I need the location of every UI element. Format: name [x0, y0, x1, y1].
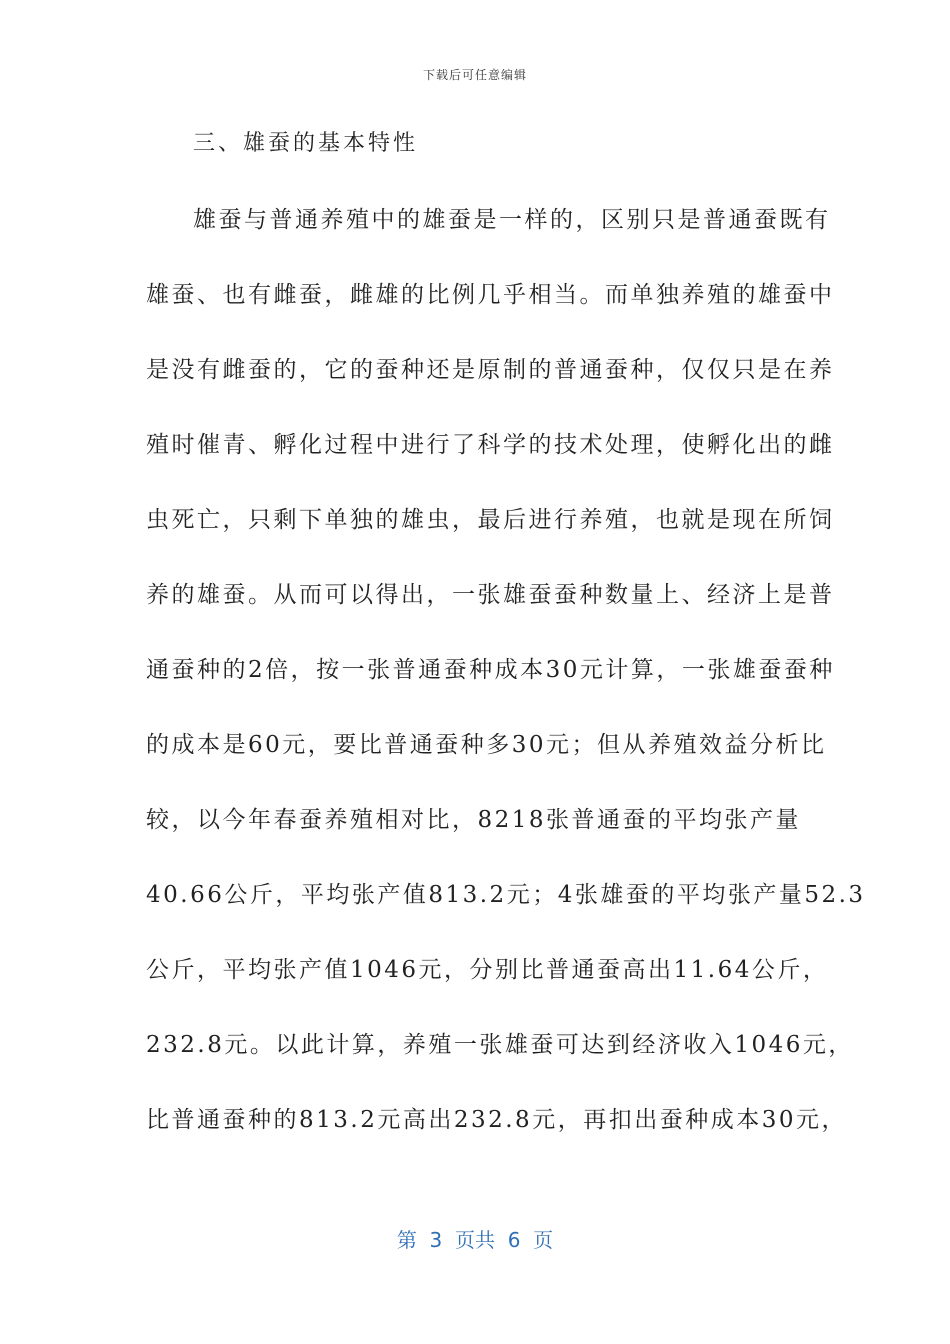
paragraph-line: 公斤，平均张产值1046元，分别比普通蚕高出11.64公斤，: [146, 957, 829, 983]
paragraph-line: 雄蚕、也有雌蚕，雌雄的比例几乎相当。而单独养殖的雄蚕中: [146, 282, 835, 308]
paragraph-line: 较，以今年春蚕养殖相对比，8218张普通蚕的平均张产量: [146, 807, 802, 833]
paragraph-line: 40.66公斤，平均张产值813.2元；4张雄蚕的平均张产量52.3: [146, 882, 866, 908]
body-paragraph: [146, 183, 866, 1158]
section-heading: 三、雄蚕的基本特性: [193, 131, 419, 156]
paragraph-line: 的成本是60元，要比普通蚕种多30元；但从养殖效益分析比: [146, 732, 827, 758]
paragraph-line: 雄蚕与普通养殖中的雄蚕是一样的，区别只是普通蚕既有: [193, 207, 831, 233]
header-note: 下载后可任意编辑: [422, 68, 527, 82]
paragraph-line: 是没有雌蚕的，它的蚕种还是原制的普通蚕种，仅仅只是在养: [146, 357, 835, 383]
paragraph-line: 虫死亡，只剩下单独的雄虫，最后进行养殖，也就是现在所饲: [146, 507, 835, 533]
paragraph-line: 养的雄蚕。从而可以得出，一张雄蚕蚕种数量上、经济上是普: [146, 582, 835, 608]
paragraph-line: 比普通蚕种的813.2元高出232.8元，再扣出蚕种成本30元，: [146, 1107, 847, 1133]
page-number: 第 3 页共 6 页: [396, 1228, 554, 1252]
paragraph-line: 通蚕种的2倍，按一张普通蚕种成本30元计算，一张雄蚕蚕种: [146, 657, 835, 683]
paragraph-line: 232.8元。以此计算，养殖一张雄蚕可达到经济收入1046元，: [146, 1032, 854, 1058]
paragraph-line: 殖时催青、孵化过程中进行了科学的技术处理，使孵化出的雌: [146, 432, 835, 458]
